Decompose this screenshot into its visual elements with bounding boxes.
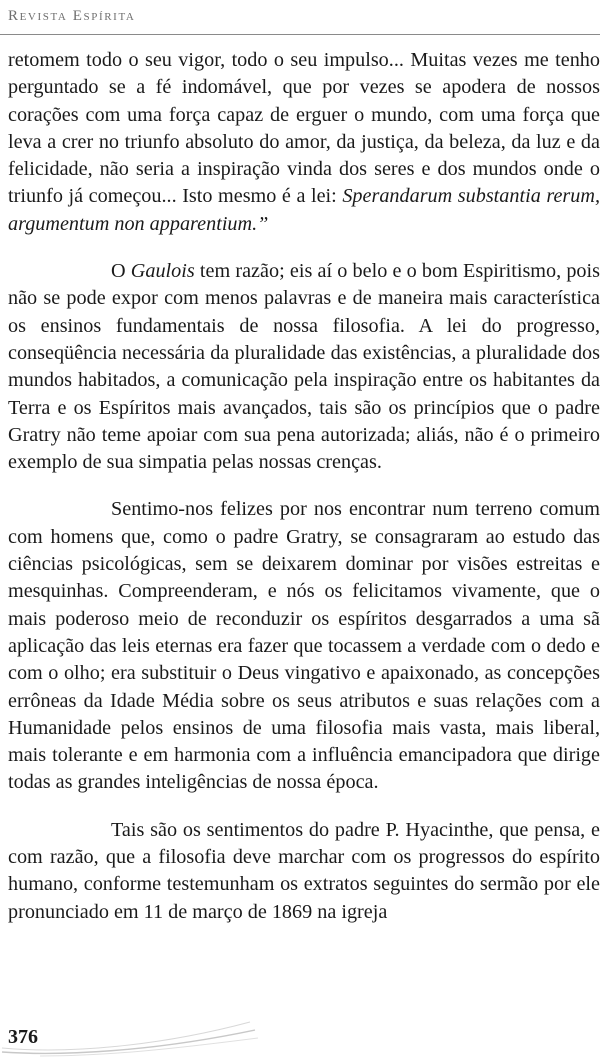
header-rule xyxy=(0,34,600,35)
paragraph-text: O xyxy=(111,260,131,283)
body-text xyxy=(8,47,600,926)
newspaper-title: Gaulois xyxy=(130,260,195,283)
paragraph-text: Sentimo-nos felizes por nos encontrar num terreno comum com homens que, como o padre Gratry, se consagraram ao estudo das ciências psicológicas, sem se deixarem dominar por visões estreitas e mesquinhas. Compreenderam, e nós os felicitamos vivamente, que o mais poderoso meio de reconduzir os espíritos desgarrados a uma sã aplicação das leis eternas era fazer que tocassem a verdade com o dedo e com o olho; era substituir o Deus vingativo e apaixonado, as concepções errôneas da Idade Média sobre os seus atributos e suas relações com a Humanidade pelos ensinos de uma filosofia mais vasta, mais liberal, mais tolerante e em harmonia com a influência emancipadora que dirige todas as grandes inteligências de nossa época. xyxy=(8,498,600,794)
paragraph-text: retomem todo o seu vigor, todo o seu impulso... Muitas vezes me tenho perguntado se a fé indomável, que por vezes se apodera de nossos corações com uma força capaz de erguer o mundo, com uma força que leva a crer no triunfo absoluto do amor, da justiça, da beleza, da luz e da felicidade, não seria a inspiração vinda dos seres e dos mundos onde o triunfo já começou... Isto mesmo é a lei: xyxy=(8,49,600,208)
paragraph xyxy=(8,258,600,476)
page-corner-ornament xyxy=(0,1012,260,1058)
paragraph xyxy=(8,496,600,796)
latin-quote: Sperandarum substantia rerum, argumentum non apparentium.” xyxy=(8,185,600,235)
running-head-title: Revista Espírita xyxy=(8,8,136,24)
paragraph-continued xyxy=(8,47,600,238)
paragraph-text: Tais são os sentimentos do padre P. Hyacinthe, que pensa, e com razão, que a filosofia deve marchar com os progressos do espírito humano, conforme testemunham os extratos seguintes do sermão por ele pronunciado em 11 de março de 1869 na igreja xyxy=(8,818,600,923)
page-number: 376 xyxy=(8,1026,38,1048)
paragraph-text: tem razão; eis aí o belo e o bom Espiritismo, pois não se pode expor com menos palavras e de maneira mais característica os ensinos fundamentais de nossa filosofia. A lei do progresso, conseqüência necessária da pluralidade das existências, a pluralidade dos mundos habitados, a comunicação pela inspiração entre os habitantes da Terra e os Espíritos mais avançados, tais são os princípios que o padre Gratry não teme apoiar com sua pena autorizada; aliás, não é o primeiro exemplo de sua simpatia pelas nossas crenças. xyxy=(8,260,600,474)
paragraph xyxy=(8,817,600,926)
